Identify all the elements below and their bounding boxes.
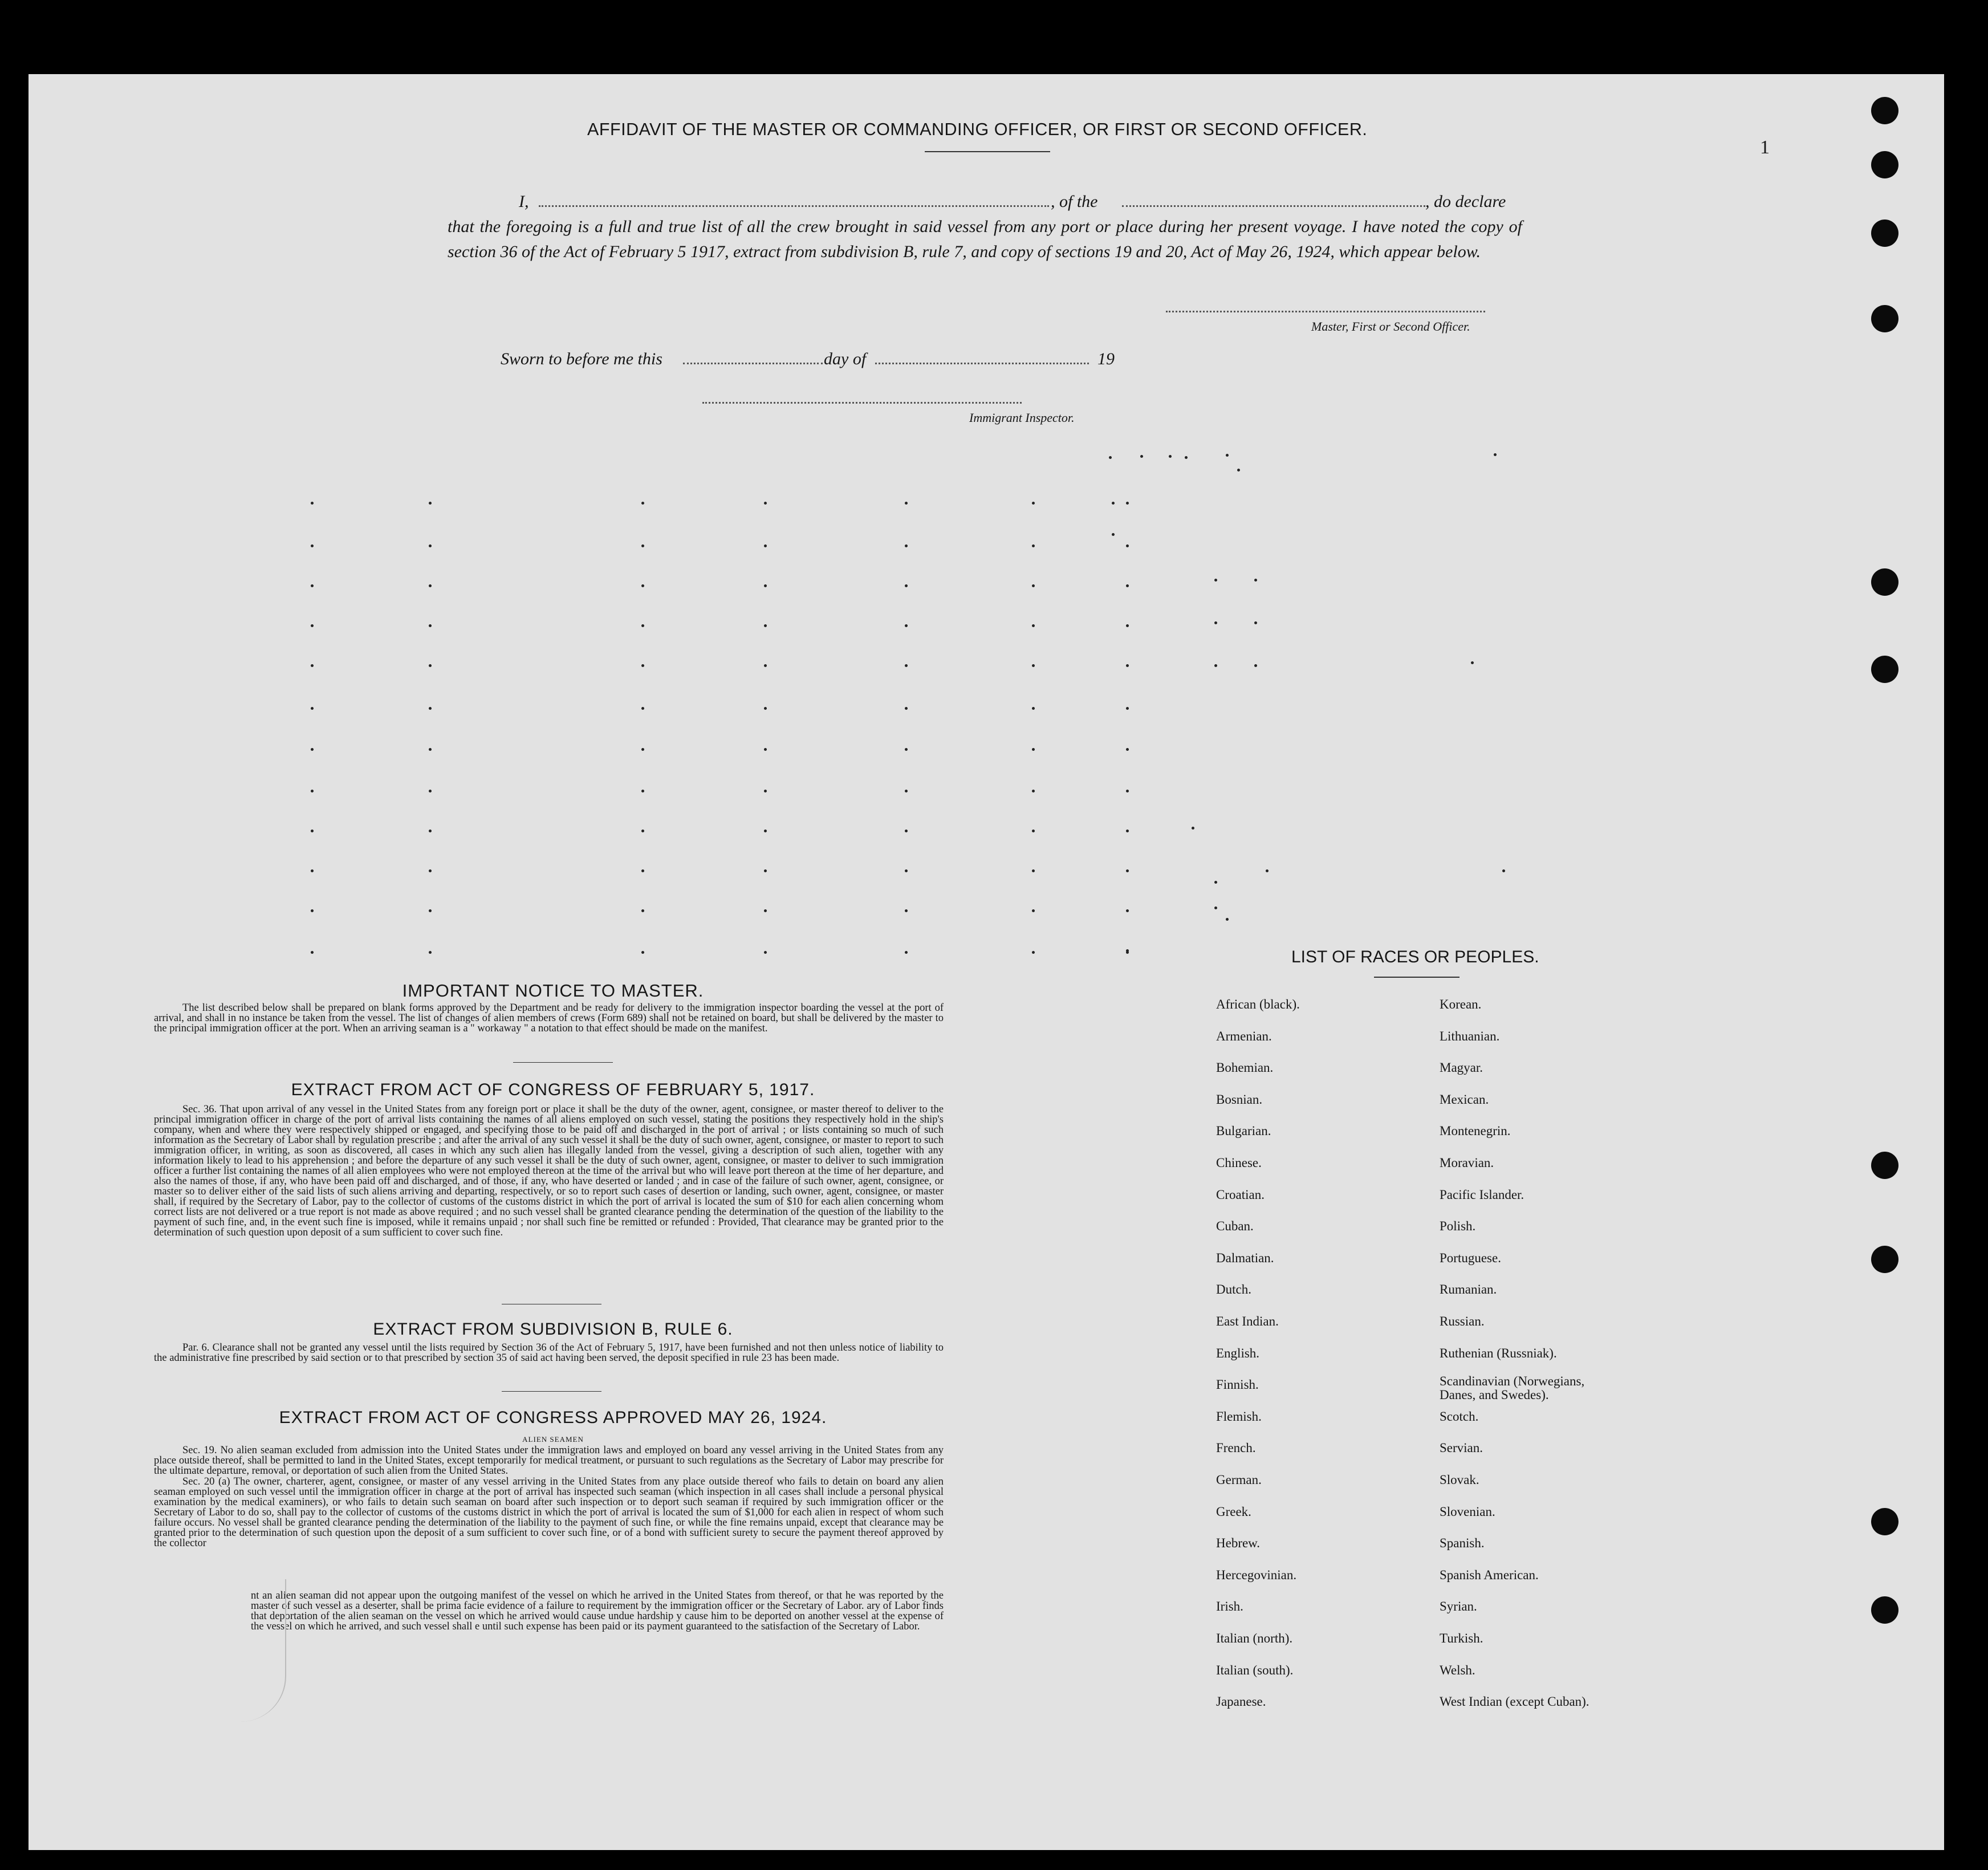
guide-dot xyxy=(764,502,767,505)
guide-dot xyxy=(1254,579,1257,582)
guide-dot xyxy=(641,748,644,751)
race-item: Korean. xyxy=(1440,997,1482,1011)
guide-dot xyxy=(905,664,908,667)
guide-dot xyxy=(1032,869,1035,872)
guide-dot xyxy=(429,584,432,587)
guide-dot xyxy=(905,502,908,505)
guide-dot xyxy=(1471,661,1474,664)
guide-dot xyxy=(429,951,432,954)
notice-divider xyxy=(513,1062,613,1063)
guide-dot xyxy=(429,790,432,792)
notice-text: The list described below shall be prepared on blank forms approved by the Department and be ready for delivery to the immigration inspector boarding the vessel at the port of arrival, and shall in no instance be taken from the vessel. The list of changes of alien members of crews (Form 689) shall not be retained on board, but shall be delivered by the master to the principal immigration officer at the port. When an arriving seaman is a " workaway " a notation to that effect should be made on the manifest. xyxy=(154,1002,944,1034)
race-item: Servian. xyxy=(1440,1441,1483,1456)
punch-hole xyxy=(1871,219,1898,247)
extract-1924-subtitle: ALIEN SEAMEN xyxy=(522,1435,584,1444)
extract-1917-text: Sec. 36. That upon arrival of any vessel in the United States from any foreign port or place it shall be the duty of the owner, agent, consignee, or master thereof to deliver to the principal immigration officer in charge of the port of arrival lists containing the names of all aliens employed on such vessel, stating the positions they respectively hold in the ship's company, when and where they were respectively shipped or engaged, and specifying those to be paid off and discharged in the port of arrival ; or lists containing so much of such information as the Secretary of Labor shall by regulation prescribe ; and after the arrival of any such vessel it shall be the duty of such owner, agent, consignee, or master to report to such immigration officer, in writing, as soon as discovered, all cases in which any such alien has illegally landed from the vessel, giving a description of such alien, together with any information likely to lead to his apprehension ; and before the departure of any such vessel it shall be the duty of such owner, agent, consignee, or master to deliver to such immigration officer a further list containing the names of all alien employees who were not employed thereon at the time of the arrival but who will leave port thereon at the time of her departure, and also the names of those, if any, who have been paid off and discharged, and of those, if any, who have deserted or landed ; and in case of the failure of such owner, agent, consignee, or master so to deliver either of the said lists of such aliens arriving and departing, respectively, or so to report such cases of desertion or landing, such owner, agent, consignee, or master shall, if required by the Secretary of Labor, pay to the collector of customs of the customs district in which the port of arrival is located the sum of $10 for each alien concerning whom correct lists are not delivered or a true report is not made as above required ; and no such vessel shall be granted clearance pending the determination of the question of the liability to the payment of such fine, and, in the event such fine is imposed, while it remains unpaid ; nor shall such fine be remitted or refunded : Provided, That clearance may be granted prior to the determination of such question upon deposit of a sum sufficient to cover such fine. xyxy=(154,1104,944,1238)
guide-dot xyxy=(1032,584,1035,587)
guide-dot xyxy=(764,909,767,912)
race-item: Spanish. xyxy=(1440,1536,1485,1551)
guide-dot xyxy=(1126,949,1129,952)
sworn-month-blank xyxy=(875,363,1089,364)
guide-dot xyxy=(1032,544,1035,547)
extract-1924-sec20: Sec. 20 (a) The owner, charterer, agent, consignee, or master of any vessel arriving in the United States from any place outside thereof who fails to detain on board any alien seaman employed on such vessel until the immigration officer in charge at the port of arrival has inspected such seaman (which inspection in all cases shall include a personal physical examination by the medical examiners), or who fails to detain such seaman on board after such inspection or to deport such seaman if required by such immigration officer or the Secretary of Labor to do so, shall pay to the collector of customs of the customs district in which the port of arrival is located the sum of $1,000 for each alien in respect of whom such failure occurs. No vessel shall be granted clearance pending the determination of the liability to the payment of such fine, or while the fine remains unpaid, except that clearance may be granted prior to the determination of such question upon the deposit of a sum sufficient to cover such fine, or of a bond with sufficient surety to secure the payment thereof approved by the collector xyxy=(154,1476,944,1549)
race-item: Magyar. xyxy=(1440,1060,1483,1075)
guide-dot xyxy=(641,951,644,954)
race-item: Turkish. xyxy=(1440,1631,1483,1645)
guide-dot xyxy=(1032,748,1035,751)
race-item: Polish. xyxy=(1440,1219,1476,1234)
race-item: Slovak. xyxy=(1440,1473,1479,1487)
guide-dot xyxy=(1126,869,1129,872)
guide-dot xyxy=(641,584,644,587)
guide-dot xyxy=(764,707,767,710)
guide-dot xyxy=(1226,454,1229,457)
race-item: Portuguese. xyxy=(1440,1250,1501,1265)
extract-rule6-divider xyxy=(502,1391,601,1392)
guide-dot xyxy=(1266,869,1269,872)
race-item: West Indian (except Cuban). xyxy=(1440,1694,1589,1709)
guide-dot xyxy=(764,664,767,667)
guide-dot xyxy=(311,664,314,667)
guide-dot xyxy=(1192,827,1194,830)
guide-dot xyxy=(311,584,314,587)
punch-hole xyxy=(1871,1508,1898,1535)
race-item: Japanese. xyxy=(1216,1694,1266,1709)
affidavit-title: AFFIDAVIT OF THE MASTER OR COMMANDING OFFICER, OR FIRST OR SECOND OFFICER. xyxy=(587,120,1368,139)
race-item: Spanish American. xyxy=(1440,1567,1539,1582)
race-item: Slovenian. xyxy=(1440,1504,1495,1519)
guide-dot xyxy=(1214,621,1217,624)
punch-hole xyxy=(1871,1596,1898,1624)
race-item: Italian (north). xyxy=(1216,1631,1293,1645)
race-item: Dalmatian. xyxy=(1216,1250,1274,1265)
sworn-day-of: day of xyxy=(824,349,867,368)
race-item: Moravian. xyxy=(1440,1156,1494,1170)
races-underline xyxy=(1374,977,1460,978)
guide-dot xyxy=(641,830,644,832)
guide-dot xyxy=(1494,453,1497,456)
guide-dot xyxy=(1226,918,1229,921)
race-item: Croatian. xyxy=(1216,1187,1265,1202)
guide-dot xyxy=(311,748,314,751)
guide-dot xyxy=(905,869,908,872)
race-item: German. xyxy=(1216,1473,1262,1487)
guide-dot xyxy=(905,830,908,832)
guide-dot xyxy=(1126,624,1129,627)
guide-dot xyxy=(764,869,767,872)
guide-dot xyxy=(311,790,314,792)
sworn-year: 19 xyxy=(1097,349,1115,368)
affidavit-line1-declare: , do declare xyxy=(1425,192,1506,211)
race-item: Montenegrin. xyxy=(1440,1124,1511,1139)
guide-dot xyxy=(1032,664,1035,667)
margin-mark: 1 xyxy=(1760,137,1770,158)
race-item: Chinese. xyxy=(1216,1156,1262,1170)
extract-1924-title: EXTRACT FROM ACT OF CONGRESS APPROVED MAY 26, 1924. xyxy=(279,1408,827,1427)
guide-dot xyxy=(641,707,644,710)
guide-dot xyxy=(905,584,908,587)
race-item: Ruthenian (Russniak). xyxy=(1440,1345,1557,1360)
guide-dot xyxy=(641,909,644,912)
extract-rule6-text: Par. 6. Clearance shall not be granted any vessel until the lists required by Section 36 of the Act of February 5, 1917, have been furnished and not then unless notice of liability to the administrative fine prescribed by said section or to that prescribed by section 35 of said act having been served, the deposit specified in rule 23 has been made. xyxy=(154,1342,944,1364)
race-item: Welsh. xyxy=(1440,1662,1475,1677)
master-signature-line xyxy=(1166,311,1485,312)
race-item: Scotch. xyxy=(1440,1409,1479,1424)
guide-dot xyxy=(311,951,314,954)
punch-hole xyxy=(1871,151,1898,178)
guide-dot xyxy=(311,830,314,832)
sworn-date-blank xyxy=(683,363,823,364)
guide-dot xyxy=(429,909,432,912)
race-item: Syrian. xyxy=(1440,1599,1477,1614)
race-item: Lithuanian. xyxy=(1440,1028,1500,1043)
guide-dot xyxy=(429,707,432,710)
extract-rule6-title: EXTRACT FROM SUBDIVISION B, RULE 6. xyxy=(373,1320,733,1339)
race-item: Greek. xyxy=(1216,1504,1251,1519)
guide-dot xyxy=(1032,830,1035,832)
guide-dot xyxy=(1126,584,1129,587)
paper-fold-shadow xyxy=(188,1579,286,1722)
guide-dot xyxy=(429,664,432,667)
guide-dot xyxy=(429,544,432,547)
guide-dot xyxy=(1502,869,1505,872)
guide-dot xyxy=(429,869,432,872)
guide-dot xyxy=(1126,790,1129,792)
race-item: African (black). xyxy=(1216,997,1300,1011)
guide-dot xyxy=(1032,502,1035,505)
inspector-signature-line xyxy=(702,402,1022,404)
extract-1924-sec20-continued: nt an alien seaman did not appear upon the outgoing manifest of the vessel on which he arrived in the United States from thereof, or that he was reported by the master of such vessel as a deserter, shall be prima facie evidence of a failure to requirement by the immigration officer or the Secretary of Labor. ary of Labor finds that deportation of the alien seaman on the vessel on which he arrived would cause undue hardship y cause him to be deported on another vessel at the expense of the vessel on which he arrived, and such vessel shall e until such expense has been paid or its payment guaranteed to the satisfaction of the Secretary of Labor. xyxy=(251,1590,944,1632)
name-blank xyxy=(539,205,1049,207)
guide-dot xyxy=(1237,469,1240,471)
guide-dot xyxy=(1214,881,1217,884)
punch-hole xyxy=(1871,305,1898,332)
guide-dot xyxy=(764,624,767,627)
race-item: Mexican. xyxy=(1440,1092,1489,1107)
guide-dot xyxy=(1126,544,1129,547)
master-label: Master, First or Second Officer. xyxy=(1311,319,1470,334)
guide-dot xyxy=(905,624,908,627)
race-item: Finnish. xyxy=(1216,1377,1259,1392)
guide-dot xyxy=(905,951,908,954)
guide-dot xyxy=(905,748,908,751)
race-item: Bulgarian. xyxy=(1216,1124,1271,1139)
guide-dot xyxy=(1126,909,1129,912)
guide-dot xyxy=(641,869,644,872)
race-item: Hebrew. xyxy=(1216,1536,1261,1551)
affidavit-line1-of: , of the xyxy=(1051,192,1098,211)
vessel-blank xyxy=(1122,205,1425,207)
punch-hole xyxy=(1871,97,1898,124)
race-item: Dutch. xyxy=(1216,1282,1251,1297)
guide-dot xyxy=(311,624,314,627)
guide-dot xyxy=(1112,502,1115,505)
guide-dot xyxy=(429,624,432,627)
race-item: Cuban. xyxy=(1216,1219,1254,1234)
races-title: LIST OF RACES OR PEOPLES. xyxy=(1291,948,1539,966)
race-item: Russian. xyxy=(1440,1314,1485,1328)
extract-1917-title: EXTRACT FROM ACT OF CONGRESS OF FEBRUARY 5, 1917. xyxy=(291,1080,815,1099)
guide-dot xyxy=(641,664,644,667)
guide-dot xyxy=(1112,533,1115,536)
race-item: Bohemian. xyxy=(1216,1060,1274,1075)
race-item: Irish. xyxy=(1216,1599,1243,1614)
guide-dot xyxy=(905,909,908,912)
race-item: Italian (south). xyxy=(1216,1662,1294,1677)
guide-dot xyxy=(311,502,314,505)
affidavit-body: that the foregoing is a full and true list of all the crew brought in said vessel from any port or place during her present voyage. I have noted the copy of section 36 of the Act of February 5 1917, extract from subdivision B, rule 7, and copy of sections 19 and 20, Act of May 26, 1924, which appear below. xyxy=(448,217,1522,261)
guide-dot xyxy=(641,544,644,547)
guide-dot xyxy=(764,748,767,751)
race-item: East Indian. xyxy=(1216,1314,1279,1328)
guide-dot xyxy=(1185,456,1188,459)
notice-title: IMPORTANT NOTICE TO MASTER. xyxy=(402,981,704,1001)
punch-hole xyxy=(1871,568,1898,596)
guide-dot xyxy=(1140,455,1143,458)
punch-hole xyxy=(1871,1152,1898,1179)
guide-dot xyxy=(641,790,644,792)
race-item: Pacific Islander. xyxy=(1440,1187,1524,1202)
guide-dot xyxy=(1109,456,1112,459)
guide-dot xyxy=(1032,909,1035,912)
guide-dot xyxy=(905,707,908,710)
guide-dot xyxy=(1126,707,1129,710)
guide-dot xyxy=(1032,624,1035,627)
guide-dot xyxy=(764,544,767,547)
guide-dot xyxy=(1126,502,1129,505)
race-item: Bosnian. xyxy=(1216,1092,1263,1107)
race-item: Armenian. xyxy=(1216,1028,1272,1043)
race-item: English. xyxy=(1216,1345,1260,1360)
race-item: Flemish. xyxy=(1216,1409,1262,1424)
race-item: French. xyxy=(1216,1441,1256,1456)
guide-dot xyxy=(1126,830,1129,832)
guide-dot xyxy=(311,544,314,547)
title-underline xyxy=(925,151,1050,152)
guide-dot xyxy=(1032,790,1035,792)
guide-dot xyxy=(641,624,644,627)
guide-dot xyxy=(764,951,767,954)
guide-dot xyxy=(1032,951,1035,954)
guide-dot xyxy=(311,909,314,912)
guide-dot xyxy=(1254,621,1257,624)
race-item: Rumanian. xyxy=(1440,1282,1497,1297)
inspector-label: Immigrant Inspector. xyxy=(969,410,1075,425)
document-page xyxy=(29,74,1944,1850)
guide-dot xyxy=(764,584,767,587)
guide-dot xyxy=(311,869,314,872)
punch-hole xyxy=(1871,1246,1898,1273)
guide-dot xyxy=(1126,664,1129,667)
guide-dot xyxy=(1032,707,1035,710)
guide-dot xyxy=(641,502,644,505)
guide-dot xyxy=(311,707,314,710)
punch-hole xyxy=(1871,656,1898,683)
extract-1924-sec19: Sec. 19. No alien seaman excluded from admission into the United States under the immigration laws and employed on board any vessel arriving in the United States from any place outside thereof, shall be permitted to land in the United States, except temporarily for medical treatment, or pursuant to such regulations as the Secretary of Labor may prescribe for the ultimate departure, removal, or deportation of such alien from the United States. xyxy=(154,1445,944,1477)
guide-dot xyxy=(1169,455,1172,458)
guide-dot xyxy=(1214,664,1217,667)
sworn-prefix: Sworn to before me this xyxy=(501,349,662,368)
guide-dot xyxy=(905,790,908,792)
race-item: Scandinavian (Norwegians, Danes, and Swedes). xyxy=(1440,1374,1585,1402)
guide-dot xyxy=(1126,748,1129,751)
guide-dot xyxy=(429,748,432,751)
race-item: Hercegovinian. xyxy=(1216,1567,1297,1582)
guide-dot xyxy=(429,830,432,832)
guide-dot xyxy=(429,502,432,505)
guide-dot xyxy=(1214,579,1217,582)
guide-dot xyxy=(905,544,908,547)
guide-dot xyxy=(764,790,767,792)
guide-dot xyxy=(1254,664,1257,667)
guide-dot xyxy=(1214,906,1217,909)
affidavit-line1-i: I, xyxy=(519,192,529,211)
guide-dot xyxy=(764,830,767,832)
